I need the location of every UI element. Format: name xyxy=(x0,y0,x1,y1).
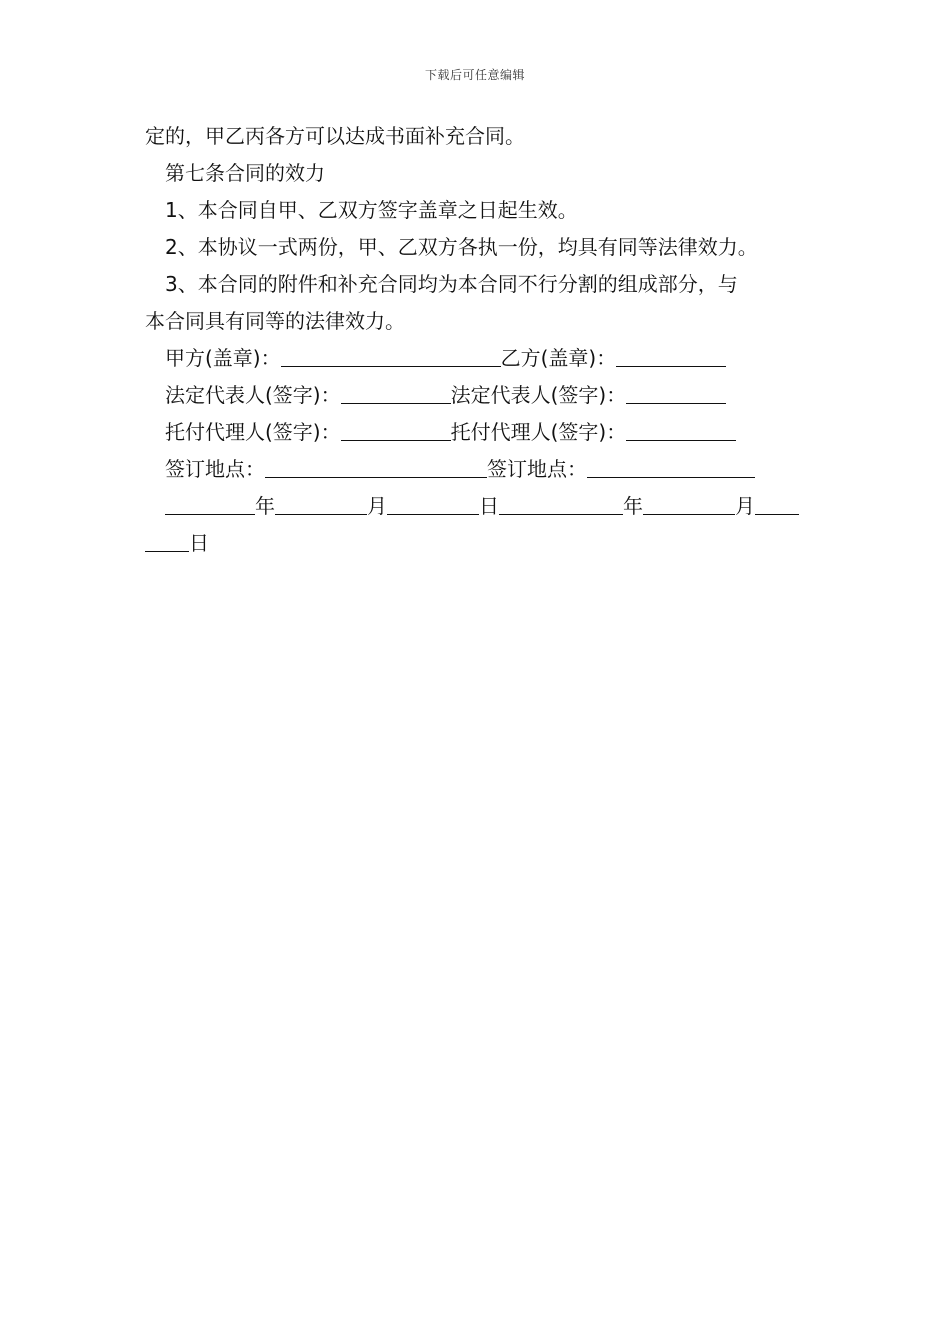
date-a-day-label: 日 xyxy=(479,494,499,518)
place-b-label: 签订地点： xyxy=(487,457,587,481)
date-b-year-blank[interactable] xyxy=(499,490,623,515)
page-header-note: 下载后可任意编辑 xyxy=(424,68,525,82)
place-b-blank[interactable] xyxy=(587,453,755,478)
legal-rep-a-blank[interactable] xyxy=(341,379,451,404)
agent-b-label: 托付代理人(签字)： xyxy=(450,420,627,444)
date-b-day-blank-part-1[interactable] xyxy=(755,490,799,515)
date-a-month-label: 月 xyxy=(367,494,387,518)
date-b-month-blank[interactable] xyxy=(643,490,735,515)
document-body xyxy=(145,118,815,562)
article-7-title: 第七条合同的效力 xyxy=(165,161,325,185)
date-b-month-label: 月 xyxy=(735,494,755,518)
signature-row-seal xyxy=(145,340,815,377)
date-a-year-label: 年 xyxy=(255,494,275,518)
party-a-seal-label: 甲方(盖章)： xyxy=(165,346,281,370)
agent-b-blank[interactable] xyxy=(626,416,736,441)
date-a-day-blank[interactable] xyxy=(387,490,479,515)
clause-1: 1、本合同自甲、乙双方签字盖章之日起生效。 xyxy=(165,198,578,222)
date-a-month-blank[interactable] xyxy=(275,490,367,515)
clause-2: 2、本协议一式两份，甲、乙双方各执一份，均具有同等法律效力。 xyxy=(165,235,758,259)
date-b-year-label: 年 xyxy=(623,494,643,518)
signature-row-legal-rep xyxy=(145,377,815,414)
legal-rep-b-label: 法定代表人(签字)： xyxy=(450,383,627,407)
party-b-seal-label: 乙方(盖章)： xyxy=(500,346,617,370)
agent-a-label: 托付代理人(签字)： xyxy=(165,420,341,444)
party-b-seal-blank[interactable] xyxy=(616,342,726,367)
date-b-day-blank-part-2[interactable] xyxy=(145,527,189,552)
paragraph-tail: 定的，甲乙丙各方可以达成书面补充合同。 xyxy=(145,124,525,148)
legal-rep-b-blank[interactable] xyxy=(626,379,726,404)
party-a-seal-blank[interactable] xyxy=(281,342,501,367)
signature-row-place xyxy=(145,451,815,488)
clause-3-line-2: 本合同具有同等的法律效力。 xyxy=(145,309,405,333)
clause-3-line-1: 3、本合同的附件和补充合同均为本合同不行分割的组成部分，与 xyxy=(165,272,738,296)
signature-row-date xyxy=(145,488,815,525)
signature-row-date-wrap xyxy=(145,525,815,562)
date-b-day-label: 日 xyxy=(189,531,209,555)
agent-a-blank[interactable] xyxy=(341,416,451,441)
place-a-label: 签订地点： xyxy=(165,457,265,481)
signature-row-agent xyxy=(145,414,815,451)
place-a-blank[interactable] xyxy=(265,453,487,478)
legal-rep-a-label: 法定代表人(签字)： xyxy=(165,383,341,407)
date-a-year-blank[interactable] xyxy=(165,490,255,515)
